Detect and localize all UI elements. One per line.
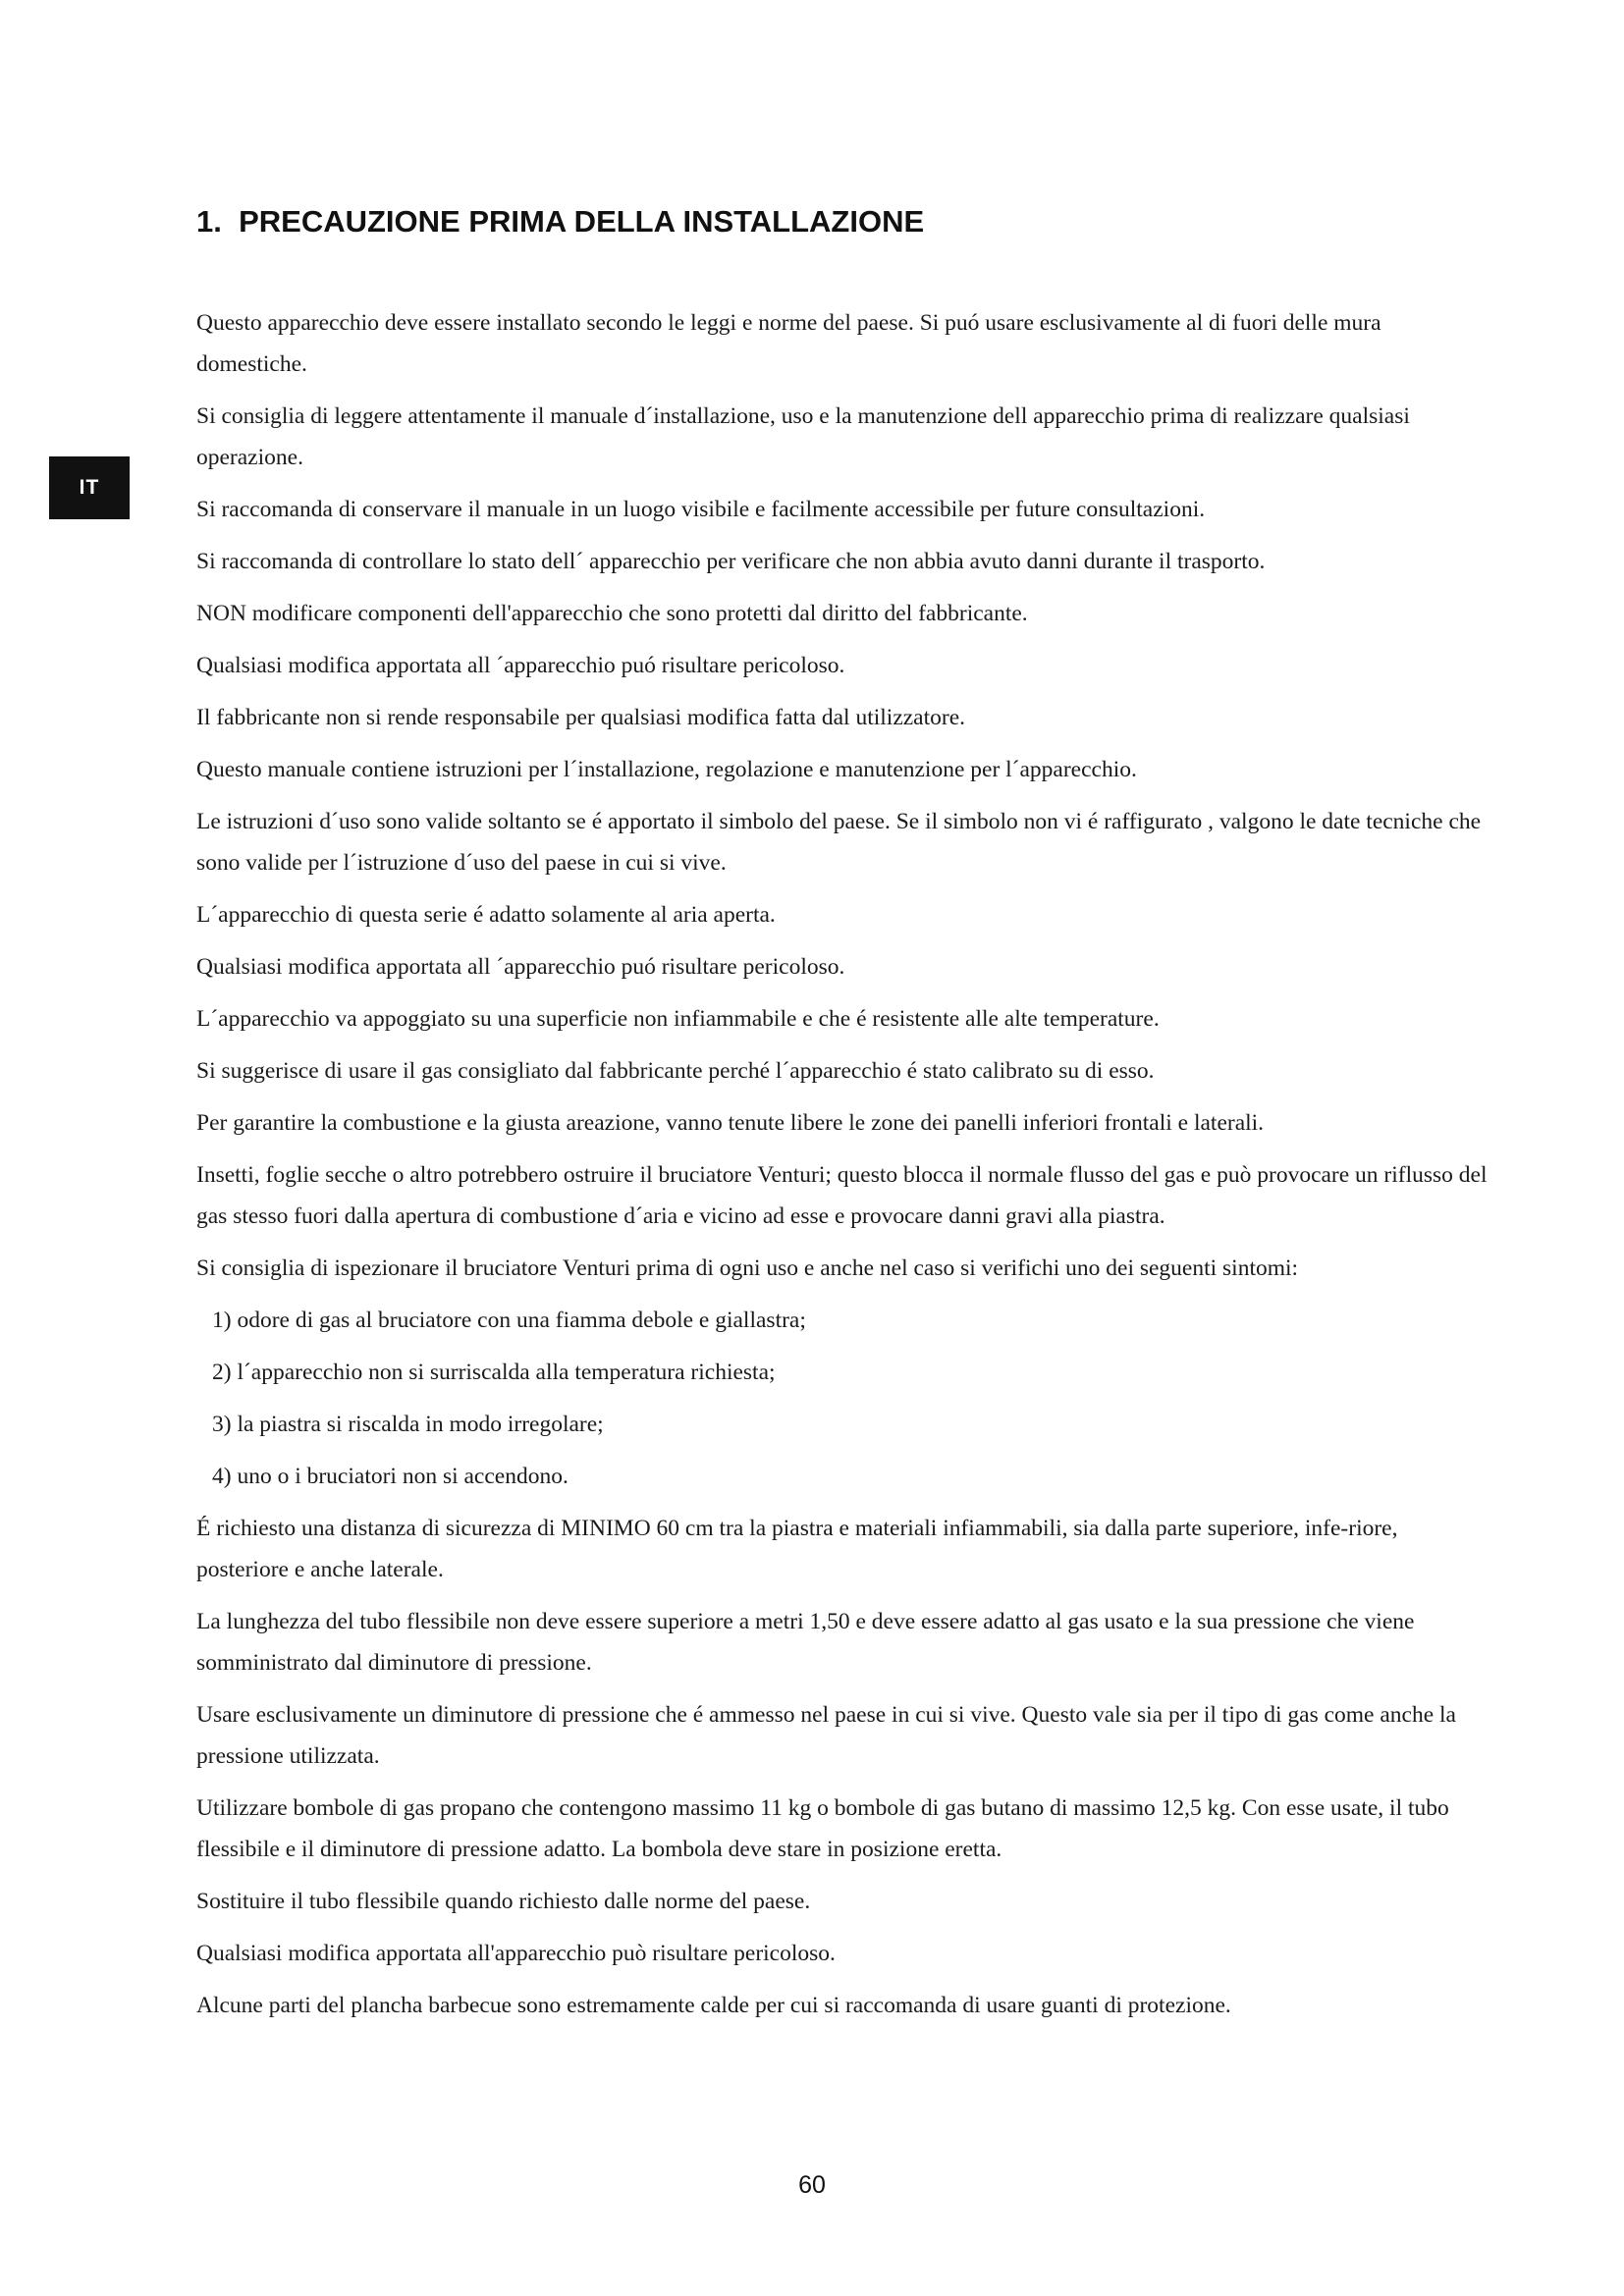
paragraph: Insetti, foglie secche o altro potrebbero ostruire il bruciatore Venturi; questo blocca il normale flusso del gas e può provocare un riflusso del gas stesso fuori dalla apertura di combustione d´aria e vicino ad esse e provocare danni gravi alla piastra. (196, 1162, 1488, 1229)
paragraph: La lunghezza del tubo flessibile non deve essere superiore a metri 1,50 e deve essere adatto al gas usato e la sua pressione che viene somministrato dal diminutore di pressione. (196, 1609, 1415, 1676)
section-title (196, 204, 924, 240)
paragraph: Si consiglia di ispezionare il bruciatore Venturi prima di ogni uso e anche nel caso si verifichi uno dei seguenti sintomi: (196, 1255, 1299, 1281)
language-tab: IT (49, 456, 130, 519)
paragraph: Questo apparecchio deve essere installato secondo le leggi e norme del paese. Si puó usare esclusivamente al di fuori delle mura domestiche. (196, 310, 1381, 377)
paragraph: Qualsiasi modifica apportata all ´apparecchio puó risultare pericoloso. (196, 954, 845, 980)
paragraph: Il fabbricante non si rende responsabile per qualsiasi modifica fatta dal utilizzatore. (196, 705, 966, 730)
paragraph: Si suggerisce di usare il gas consigliato dal fabbricante perché l´apparecchio é stato calibrato su di esso. (196, 1058, 1155, 1084)
paragraph: Questo manuale contiene istruzioni per l´installazione, regolazione e manutenzione per l´apparecchio. (196, 757, 1137, 782)
symptom-list-item: 4) uno o i bruciatori non si accendono. (212, 1464, 568, 1489)
paragraph: Sostituire il tubo flessibile quando richiesto dalle norme del paese. (196, 1889, 811, 1914)
symptom-list-item: 1) odore di gas al bruciatore con una fiamma debole e giallastra; (212, 1308, 806, 1333)
paragraph: É richiesto una distanza di sicurezza di MINIMO 60 cm tra la piastra e materiali infiammabili, sia dalla parte superiore, infe-riore, posteriore e anche laterale. (196, 1516, 1398, 1582)
paragraph: Si raccomanda di conservare il manuale in un luogo visibile e facilmente accessibile per future consultazioni. (196, 497, 1206, 522)
section-title-text: PRECAUZIONE PRIMA DELLA INSTALLAZIONE (239, 204, 925, 239)
document-body (196, 302, 1492, 2037)
paragraph: L´apparecchio va appoggiato su una superficie non infiammabile e che é resistente alle alte temperature. (196, 1006, 1160, 1032)
paragraph: Qualsiasi modifica apportata all ´apparecchio puó risultare pericoloso. (196, 653, 845, 678)
paragraph: L´apparecchio di questa serie é adatto solamente al aria aperta. (196, 902, 776, 928)
symptom-list-item: 2) l´apparecchio non si surriscalda alla temperatura richiesta; (212, 1360, 776, 1385)
page-number: 60 (798, 2171, 826, 2199)
paragraph: Alcune parti del plancha barbecue sono estremamente calde per cui si raccomanda di usare guanti di protezione. (196, 1993, 1231, 2018)
paragraph: Qualsiasi modifica apportata all'apparecchio può risultare pericoloso. (196, 1941, 836, 1966)
symptom-list-item: 3) la piastra si riscalda in modo irregolare; (212, 1412, 604, 1437)
paragraph: Usare esclusivamente un diminutore di pressione che é ammesso nel paese in cui si vive. Questo vale sia per il tipo di gas come anche la pressione utilizzata. (196, 1702, 1456, 1769)
paragraph: NON modificare componenti dell'apparecchio che sono protetti dal diritto del fabbricante. (196, 601, 1028, 626)
paragraph: Le istruzioni d´uso sono valide soltanto se é apportato il simbolo del paese. Se il simbolo non vi é raffigurato , valgono le date tecniche che sono valide per l´istruzione d´uso del paese in cui si vive. (196, 809, 1482, 876)
paragraph: Si consiglia di leggere attentamente il manuale d´installazione, uso e la manutenzione dell apparecchio prima di realizzare qualsiasi operazione. (196, 403, 1410, 470)
paragraph: Per garantire la combustione e la giusta areazione, vanno tenute libere le zone dei panelli inferiori frontali e laterali. (196, 1110, 1265, 1136)
section-number: 1. (196, 204, 222, 239)
paragraph: Si raccomanda di controllare lo stato dell´ apparecchio per verificare che non abbia avuto danni durante il trasporto. (196, 549, 1266, 574)
paragraph: Utilizzare bombole di gas propano che contengono massimo 11 kg o bombole di gas butano di massimo 12,5 kg. Con esse usate, il tubo flessibile e il diminutore di pressione adatto. La bombola deve stare in posizione eretta. (196, 1795, 1449, 1862)
